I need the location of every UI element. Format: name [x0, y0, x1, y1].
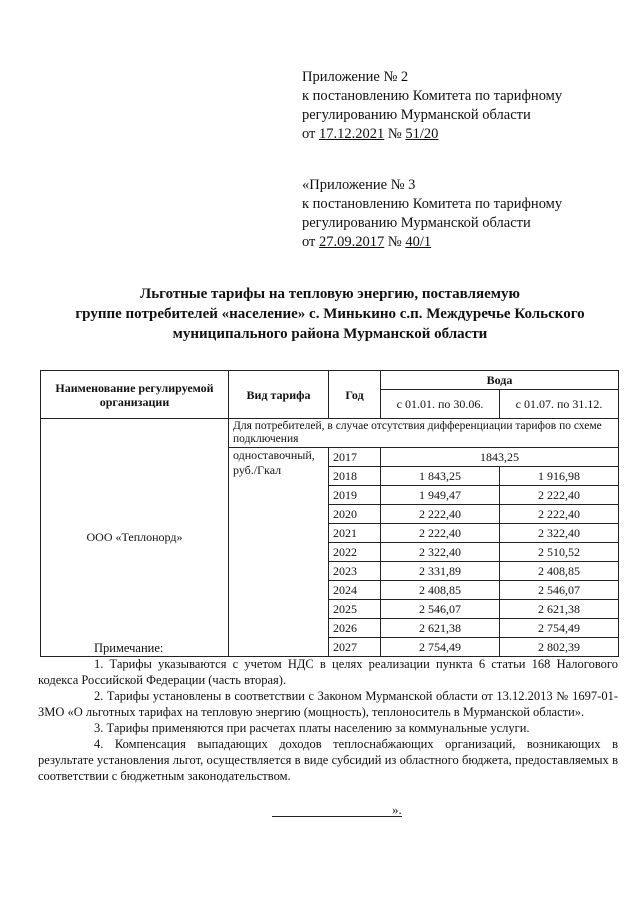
appendix-2-line3: регулированию Мурманской области	[302, 107, 531, 123]
tariff-value-h2: 2 222,40	[500, 486, 619, 505]
tariff-value-h2: 2 621,38	[500, 600, 619, 619]
tariff-value-h2: 2 510,52	[500, 543, 619, 562]
appendix-2-number: 51/20	[405, 126, 439, 142]
header-tariff-type: Вид тарифа	[229, 371, 329, 419]
notes-heading: Примечание:	[94, 641, 164, 655]
tariff-value-h2: 2 222,40	[500, 505, 619, 524]
year-cell: 2025	[329, 600, 381, 619]
appendix-2-date: 17.12.2021	[319, 126, 385, 142]
appendix-2-title: Приложение № 2	[302, 69, 409, 85]
appendix-2-header	[302, 68, 562, 144]
organization-name: ООО «Теплонорд»	[41, 419, 229, 657]
year-cell: 2018	[329, 467, 381, 486]
appendix-3-line3: регулированию Мурманской области	[302, 215, 531, 231]
title-line-3: муниципального района Мурманской области	[172, 326, 488, 342]
tariff-value-merged: 1843,25	[381, 448, 619, 467]
title-line-2: группе потребителей «население» с. Минькино с.п. Междуречье Кольского	[75, 306, 585, 322]
tariff-value-h1: 2 546,07	[381, 600, 500, 619]
tariff-type: одноставочный, руб./Гкал	[229, 448, 329, 657]
header-period-2: с 01.07. по 31.12.	[500, 390, 619, 419]
consumer-note: Для потребителей, в случае отсутствия дифференциации тарифов по схеме подключения	[229, 419, 619, 448]
appendix-2-num-prefix: №	[384, 126, 406, 142]
year-cell: 2019	[329, 486, 381, 505]
note-item-1: 1. Тарифы указываются с учетом НДС в целях реализации пункта 6 статьи 168 Налогового кодекса Российской Федерации (часть вторая).	[38, 657, 618, 687]
note-item-4: 4. Компенсация выпадающих доходов теплоснабжающих организаций, возникающих в результате установления льгот, осуществляется в виде субсидий из областного бюджета, предоставляемых в соответствии с бюджетным законодательством.	[38, 737, 618, 783]
closing-line	[272, 800, 402, 817]
appendix-2-date-prefix: от	[302, 126, 320, 142]
year-cell: 2024	[329, 581, 381, 600]
appendix-3-date: 27.09.2017	[319, 234, 385, 250]
appendix-3-number: 40/1	[405, 234, 432, 250]
note-item-3: 3. Тарифы применяются при расчетах платы населению за коммунальные услуги.	[94, 721, 530, 735]
appendix-3-date-line	[302, 233, 562, 252]
tariff-value-h1: 1 949,47	[381, 486, 500, 505]
notes-section	[38, 640, 618, 784]
closing-quote-mark: ».	[392, 802, 402, 817]
tariff-value-h1: 2 754,49	[381, 638, 500, 657]
tariff-value-h2: 2 546,07	[500, 581, 619, 600]
header-water: Вода	[381, 371, 619, 390]
header-year: Год	[329, 371, 381, 419]
year-cell: 2020	[329, 505, 381, 524]
header-organization: Наименование регулируемой организации	[41, 371, 229, 419]
note-item-2: 2. Тарифы установлены в соответствии с Законом Мурманской области от 13.12.2013 № 1697-01-ЗМО «О льготных тарифах на тепловую энергию (мощность), теплоноситель в Мурманской области».	[38, 689, 618, 719]
tariff-value-h2: 1 916,98	[500, 467, 619, 486]
appendix-3-date-prefix: от	[302, 234, 320, 250]
tariff-value-h1: 2 222,40	[381, 505, 500, 524]
tariff-value-h1: 1 843,25	[381, 467, 500, 486]
appendix-2-date-line	[302, 125, 562, 144]
title-line-1: Льготные тарифы на тепловую энергию, поставляемую	[140, 286, 520, 302]
year-cell: 2026	[329, 619, 381, 638]
appendix-3-header	[302, 176, 562, 252]
tariff-value-h1: 2 621,38	[381, 619, 500, 638]
tariff-value-h1: 2 322,40	[381, 543, 500, 562]
year-cell: 2022	[329, 543, 381, 562]
tariff-value-h2: 2 408,85	[500, 562, 619, 581]
year-cell: 2021	[329, 524, 381, 543]
appendix-3-num-prefix: №	[384, 234, 406, 250]
header-period-1: с 01.01. по 30.06.	[381, 390, 500, 419]
tariff-value-h2: 2 754,49	[500, 619, 619, 638]
appendix-3-line2: к постановлению Комитета по тарифному	[302, 196, 563, 212]
document-title	[40, 284, 620, 344]
tariff-value-h1: 2 222,40	[381, 524, 500, 543]
appendix-2-line2: к постановлению Комитета по тарифному	[302, 88, 563, 104]
tariff-value-h1: 2 408,85	[381, 581, 500, 600]
tariff-value-h2: 2 322,40	[500, 524, 619, 543]
tariff-value-h2: 2 802,39	[500, 638, 619, 657]
tariffs-table	[40, 370, 619, 657]
table-row	[41, 419, 619, 448]
year-cell: 2023	[329, 562, 381, 581]
table-header-row	[41, 371, 619, 390]
appendix-3-title: «Приложение № 3	[302, 177, 416, 193]
tariff-value-h1: 2 331,89	[381, 562, 500, 581]
year-cell: 2017	[329, 448, 381, 467]
year-cell: 2027	[329, 638, 381, 657]
